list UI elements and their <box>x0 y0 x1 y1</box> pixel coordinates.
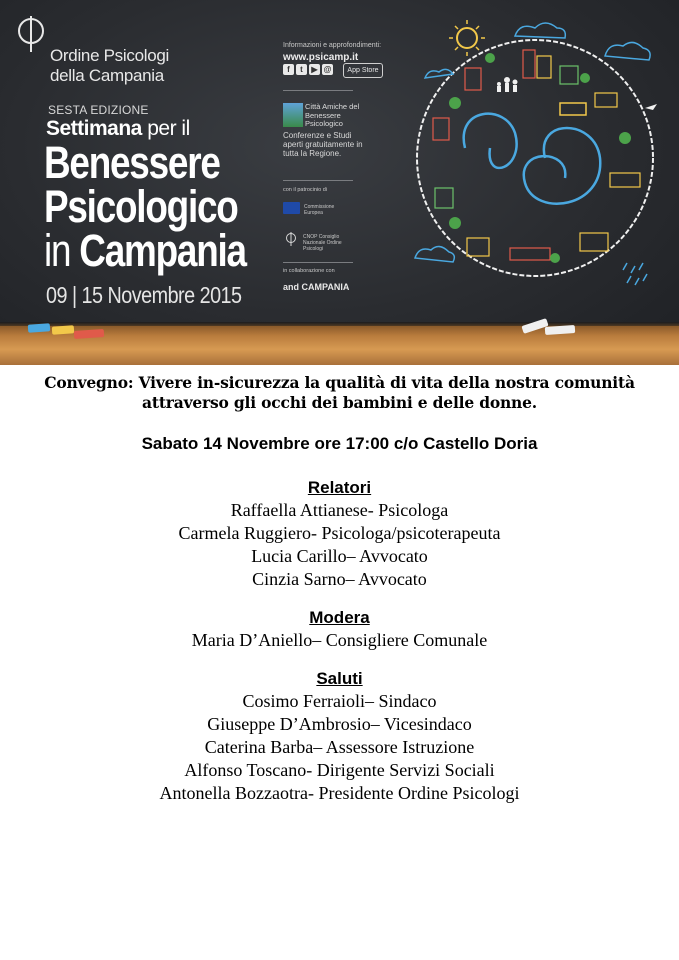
saluti-item: Cosimo Ferraioli– Sindaco <box>242 691 437 711</box>
facebook-icon: f <box>283 64 294 75</box>
collab-label: in collaborazione con <box>283 268 335 274</box>
app-store-badge: App Store <box>343 63 383 78</box>
info-url: www.psicamp.it <box>283 52 359 63</box>
eu-text: Commissione Europea <box>304 204 335 216</box>
edition-label: SESTA EDIZIONE <box>48 103 149 117</box>
banner-dates: 09 | 15 Novembre 2015 <box>46 282 242 308</box>
event-title: Convegno: Vivere in-sicurezza la qualità di vita della nostra comunità attraverso gli occhi dei bambini e delle donne. <box>44 373 635 412</box>
event-details <box>0 365 679 805</box>
banner-title-line3 <box>44 225 246 276</box>
divider <box>283 180 353 181</box>
banner-title-line1: Benessere <box>44 137 220 188</box>
banner-title-region: Campania <box>79 225 246 276</box>
relatori-heading: Relatori <box>307 478 372 497</box>
citta-amiche-text: Città Amiche del Benessere Psicologico <box>305 102 360 128</box>
email-icon: @ <box>323 65 332 74</box>
eu-flag-icon <box>283 202 300 214</box>
saluti-item: Alfonso Toscano- Dirigente Servizi Sociali <box>184 760 495 780</box>
and-campania-logo: and CAMPANIA <box>283 282 350 292</box>
twitter-icon: t <box>296 64 307 75</box>
saluti-item: Giuseppe D’Ambrosio– Vicesindaco <box>207 714 472 734</box>
info-label: Informazioni e approfondimenti: <box>283 42 382 49</box>
sun-icon <box>449 20 485 56</box>
cnop-text: CNOP Consiglio Nazionale Ordine Psicologi <box>303 234 342 252</box>
cnop-logo-icon <box>285 232 297 246</box>
saluti-item: Antonella Bozzaotra- Presidente Ordine Psicologi <box>159 783 520 803</box>
psi-logo-icon <box>14 14 48 54</box>
relatore-item: Cinzia Sarno– Avvocato <box>252 569 427 589</box>
settimana-bold: Settimana <box>46 117 142 140</box>
banner-title-line2: Psicologico <box>44 181 238 232</box>
citta-amiche-logo-icon <box>283 103 303 127</box>
event-date-location: Sabato 14 Novembre ore 17:00 c/o Castello Doria <box>141 434 538 453</box>
settimana-rest: per il <box>147 117 190 140</box>
relatore-item: Carmela Ruggiero- Psicologa/psicoterapeuta <box>178 523 501 543</box>
divider <box>283 90 353 91</box>
modera-heading: Modera <box>309 608 370 627</box>
relatore-item: Raffaella Attianese- Psicologa <box>230 500 449 520</box>
yellow-chalk-icon <box>52 325 75 335</box>
blue-chalk-icon <box>28 323 51 333</box>
saluti-item: Caterina Barba– Assessore Istruzione <box>204 737 475 757</box>
event-banner <box>0 0 679 365</box>
relatore-item: Lucia Carillo– Avvocato <box>251 546 428 566</box>
divider <box>283 262 353 263</box>
org-name-line1: Ordine Psicologi <box>50 46 169 65</box>
saluti-heading: Saluti <box>316 669 363 688</box>
moderator-item: Maria D’Aniello– Consigliere Comunale <box>191 630 488 650</box>
conferences-text: Conferenze e Studi aperti gratuitamente in tutta la Regione. <box>283 131 363 158</box>
patrocinio-label: con il patrocinio di <box>283 187 328 193</box>
banner-title-prefix: in <box>44 225 71 276</box>
youtube-icon: ▶ <box>309 64 320 75</box>
chalk-city-illustration <box>395 8 675 318</box>
org-name-line2: della Campania <box>50 66 164 85</box>
